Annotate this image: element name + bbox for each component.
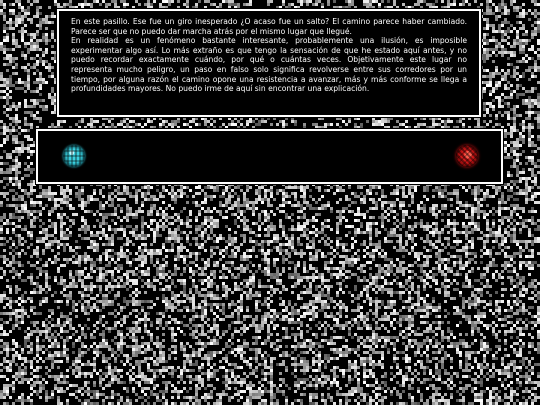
red-orb-icon[interactable] <box>456 145 478 167</box>
dialog-box <box>57 9 481 117</box>
dialog-paragraph-1: En este pasillo. Ese fue un giro inesperado ¿O acaso fue un salto? El camino parece haber cambiado. Parece ser que no puedo dar marcha atrás por el mismo lugar que llegué. <box>71 17 467 36</box>
dialog-paragraph-2: En realidad es un fenómeno bastante interesante, probablemente una ilusión, es imposible experimentar algo así. Lo más extraño es que tengo la sensación de que he estado aquí antes, y no puedo recordar exactamente cuándo, por qué o cuántas veces. Objetivamente este lugar no representa mucho peligro, un paso en falso solo significa revolverse entre sus corredores por un tiempo, por alguna razón el camino opone una resistencia a avanzar, más y más conforme se llega a profundidades mayores. No puedo irme de aquí sin encontrar una explicación. <box>71 36 467 94</box>
corridor-stage <box>36 129 503 184</box>
cyan-orb-icon[interactable] <box>63 145 85 167</box>
